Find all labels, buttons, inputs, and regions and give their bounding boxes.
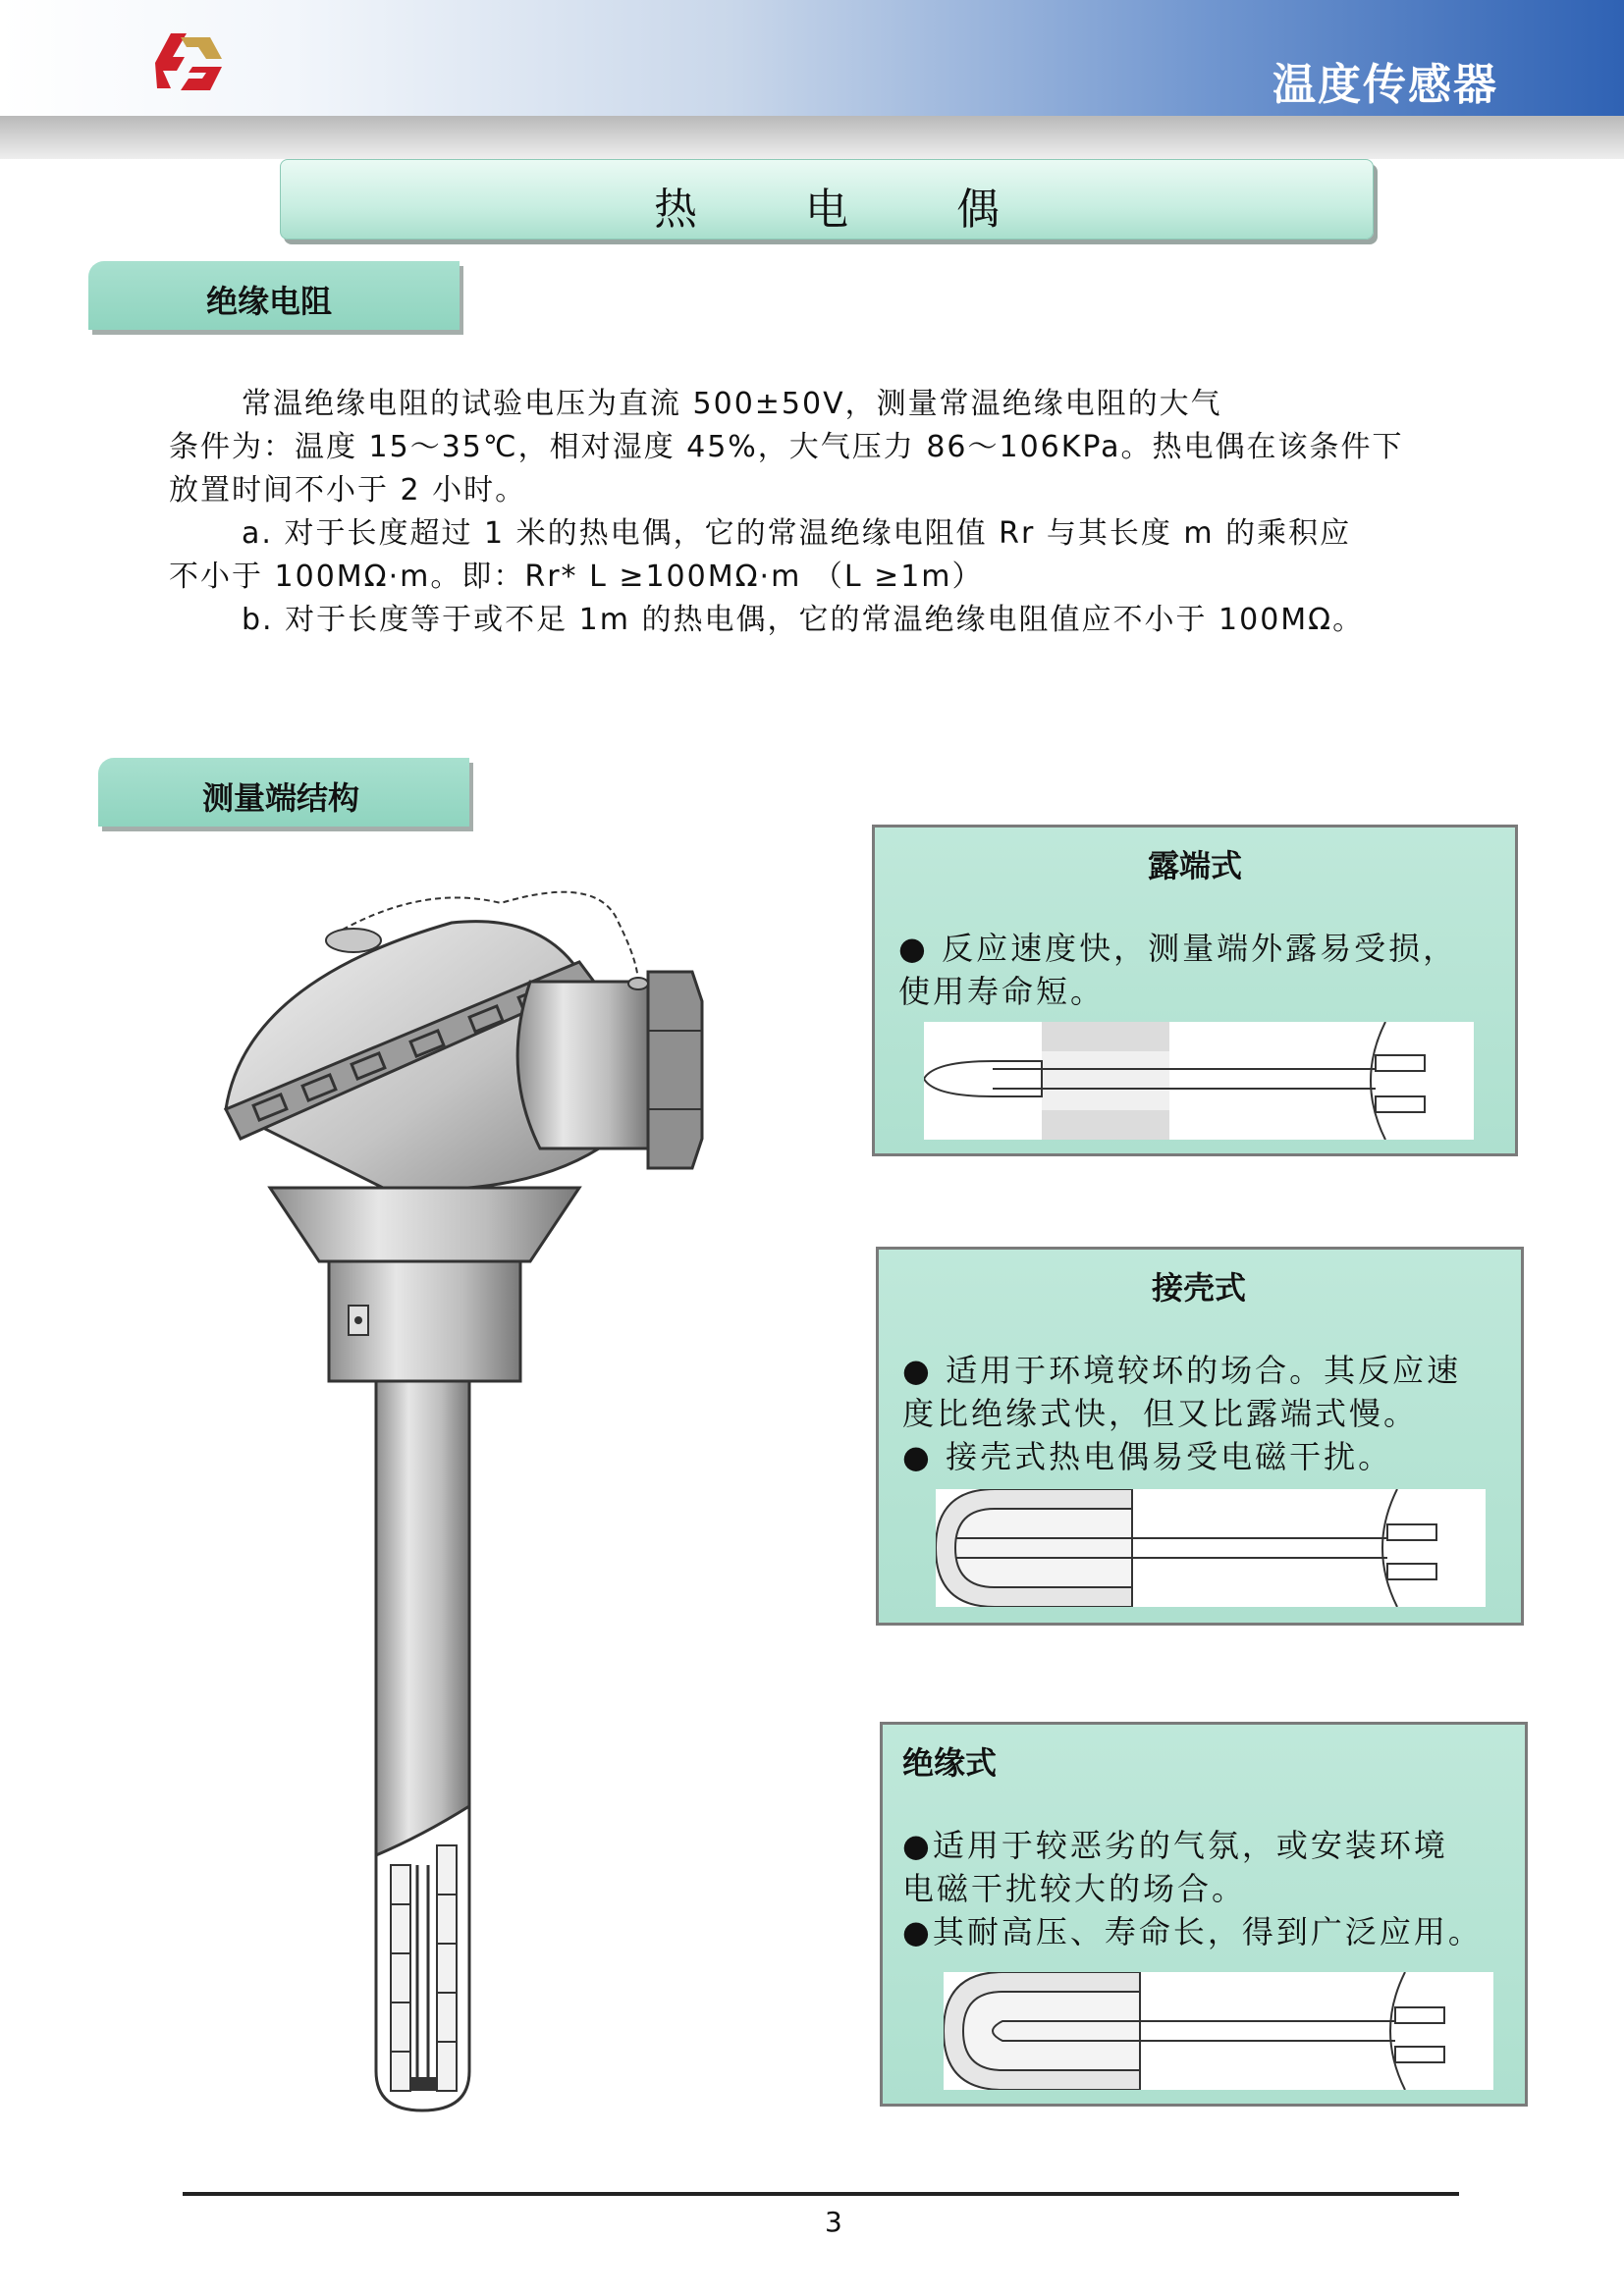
page-title-bar <box>280 159 1374 240</box>
brand-title: 温度传感器 <box>1272 60 1498 110</box>
page-number: 3 <box>825 2206 842 2238</box>
paragraph-line: a. 对于长度超过 1 米的热电偶，它的常温绝缘电阻值 Rr 与其长度 m 的乘积应 <box>242 516 1352 551</box>
grounded-junction-diagram-icon <box>936 1489 1486 1607</box>
paragraph-line: b. 对于长度等于或不足 1m 的热电偶，它的常温绝缘电阻值应不小于 100MΩ。 <box>242 603 1365 637</box>
paragraph-line: 常温绝缘电阻的试验电压为直流 500±50V，测量常温绝缘电阻的大气 <box>242 387 1222 421</box>
section-tab-label: 绝缘电阻 <box>206 283 333 320</box>
thermocouple-illustration <box>206 864 717 2140</box>
header-gray-band <box>0 116 1624 159</box>
section-tab-label: 测量端结构 <box>202 779 360 817</box>
paragraph-line: 不小于 100MΩ·m。即：Rr* L ≥100MΩ·m （L ≥1m） <box>169 560 984 594</box>
junction-box-grounded <box>876 1247 1524 1626</box>
box-text-line: 使用寿命短。 <box>898 973 1106 1010</box>
company-logo-icon <box>137 24 226 102</box>
junction-box-exposed <box>872 825 1518 1156</box>
box-title: 绝缘式 <box>902 1744 998 1782</box>
box-text-line: ●适用于较恶劣的气氛，或安装环境 <box>902 1827 1448 1864</box>
section-tab-measurement <box>98 758 469 827</box>
box-text-line: ● 适用于环境较坏的场合。其反应速 <box>902 1352 1462 1389</box>
box-text-line: ●其耐高压、寿命长，得到广泛应用。 <box>902 1913 1483 1950</box>
insulated-junction-diagram-icon <box>944 1972 1493 2090</box>
paragraph-line: 条件为：温度 15～35℃，相对湿度 45%，大气压力 86～106KPa。热电偶在该条件下 <box>169 430 1404 464</box>
page-title: 热 电 偶 <box>654 185 1047 235</box>
box-title: 接壳式 <box>1152 1269 1247 1307</box>
exposed-junction-diagram-icon <box>924 1022 1474 1140</box>
box-title: 露端式 <box>1148 847 1243 884</box>
paragraph-line: 放置时间不小于 2 小时。 <box>169 473 527 507</box>
box-text-line: ● 接壳式热电偶易受电磁干扰。 <box>902 1438 1393 1475</box>
footer-rule <box>183 2192 1459 2196</box>
junction-box-insulated <box>880 1722 1528 2107</box>
box-text-line: 电磁干扰较大的场合。 <box>902 1870 1247 1907</box>
box-text-line: ● 反应速度快，测量端外露易受损， <box>898 930 1458 967</box>
box-text-line: 度比绝缘式快，但又比露端式慢。 <box>902 1395 1419 1432</box>
section-tab-insulation <box>88 261 460 330</box>
